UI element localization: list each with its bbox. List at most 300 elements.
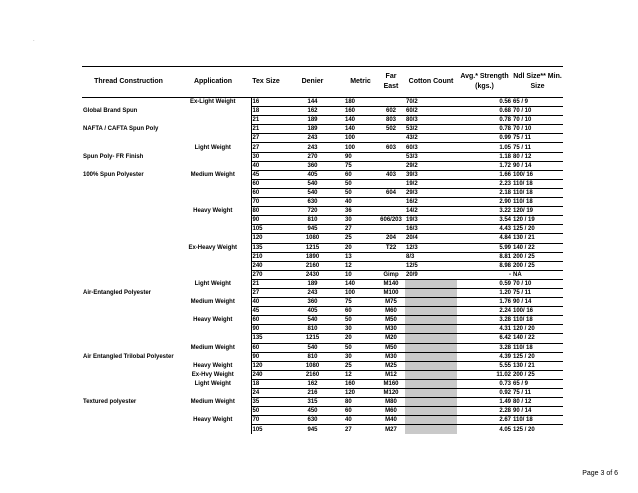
cotton-count-cell <box>405 370 457 379</box>
application-cell <box>175 270 251 279</box>
avg-strength-cell: 3.54 <box>457 216 512 225</box>
needle-size-cell: 90 / 14 <box>512 298 563 307</box>
avg-strength-cell: 0.78 <box>457 125 512 134</box>
avg-strength-cell: 2.90 <box>457 198 512 207</box>
denier-cell: 1080 <box>281 361 344 370</box>
application-cell: Ex-Hvy Weight <box>191 371 234 378</box>
tex-size-cell: 240 <box>251 370 281 379</box>
cotton-count-cell <box>405 279 457 288</box>
denier-cell: 144 <box>307 99 318 106</box>
table-row <box>82 261 563 270</box>
far-east-cell: M30 <box>377 352 405 361</box>
table-row <box>82 361 563 370</box>
table-row <box>82 152 563 161</box>
metric-cell: 60 <box>344 307 377 316</box>
needle-size-cell: 130 / 21 <box>512 234 563 243</box>
construction-cell <box>82 389 175 398</box>
construction-cell <box>82 252 175 261</box>
avg-strength-cell: 8.98 <box>457 261 512 270</box>
cotton-count-cell <box>405 352 457 361</box>
avg-strength-cell: 0.59 <box>457 279 512 288</box>
cotton-count-cell: 53/2 <box>405 125 457 134</box>
needle-size-cell: 100/ 16 <box>512 170 563 179</box>
metric-cell: 50 <box>344 316 377 325</box>
needle-size-cell: 140 / 22 <box>512 334 563 343</box>
cotton-count-cell: 16/2 <box>405 198 457 207</box>
far-east-cell: M140 <box>377 279 405 288</box>
denier-cell: 630 <box>281 416 344 425</box>
construction-cell <box>82 134 175 143</box>
application-cell <box>175 352 251 361</box>
avg-strength-cell: 3.28 <box>457 316 512 325</box>
cotton-count-cell: 80/3 <box>405 116 457 125</box>
far-east-cell <box>377 225 405 234</box>
far-east-cell: M100 <box>377 288 405 297</box>
tex-size-cell: 18 <box>251 379 281 388</box>
avg-strength-cell: 2.28 <box>457 407 512 416</box>
denier-cell: 189 <box>281 125 344 134</box>
needle-size-cell: 125 / 20 <box>512 425 563 434</box>
cotton-count-cell <box>405 343 457 352</box>
construction-cell <box>82 279 175 288</box>
far-east-cell <box>377 252 405 261</box>
construction-cell: Spun Poly- FR Finish <box>83 153 144 160</box>
construction-cell: Air Entangled Trilobal Polyester <box>83 353 174 360</box>
needle-size-cell: 90 / 14 <box>512 407 563 416</box>
denier-cell: 243 <box>281 143 344 152</box>
far-east-cell: M40 <box>377 416 405 425</box>
far-east-cell: 602 <box>377 107 405 116</box>
denier-cell: 810 <box>281 325 344 334</box>
metric-cell: 30 <box>344 216 377 225</box>
avg-strength-cell: 2.18 <box>457 188 512 197</box>
tex-size-cell: 18 <box>251 107 281 116</box>
avg-strength-cell: 4.84 <box>457 234 512 243</box>
tex-size-cell: 24 <box>251 389 281 398</box>
cotton-count-cell <box>405 307 457 316</box>
tex-size-cell: 135 <box>251 334 281 343</box>
tex-size-cell: 60 <box>251 188 281 197</box>
avg-strength-cell: 2.67 <box>457 416 512 425</box>
table-row <box>82 316 563 325</box>
application-cell: Ex-Light Weight <box>189 99 236 106</box>
cotton-count-cell <box>405 407 457 416</box>
application-cell: Light Weight <box>194 144 231 151</box>
tex-size-cell: 120 <box>251 234 281 243</box>
denier-cell: 405 <box>281 170 344 179</box>
table-row <box>82 370 563 379</box>
construction-cell <box>82 298 175 307</box>
avg-strength-cell: 2.24 <box>457 307 512 316</box>
far-east-cell: M60 <box>377 307 405 316</box>
tex-size-cell: 70 <box>251 416 281 425</box>
far-east-cell: T22 <box>377 243 405 252</box>
table-row <box>82 116 563 125</box>
far-east-cell: 403 <box>377 170 405 179</box>
page-number: Page 3 of 6 <box>582 470 618 477</box>
header-construction: Thread Construction <box>82 67 175 98</box>
needle-size-cell: 120/ 19 <box>512 207 563 216</box>
tex-size-cell: 135 <box>251 243 281 252</box>
construction-cell <box>82 143 175 152</box>
cotton-count-cell <box>405 416 457 425</box>
construction-cell <box>82 416 175 425</box>
avg-strength-cell: 0.92 <box>457 389 512 398</box>
construction-cell <box>82 207 175 216</box>
metric-cell: 100 <box>344 143 377 152</box>
avg-strength-cell: 0.73 <box>457 379 512 388</box>
far-east-cell <box>377 207 405 216</box>
application-cell: Medium Weight <box>190 344 235 351</box>
needle-size-cell: 65 / 9 <box>512 379 563 388</box>
far-east-cell: 204 <box>377 234 405 243</box>
avg-strength-cell: 3.22 <box>457 207 512 216</box>
table-row <box>82 188 563 197</box>
metric-cell: 20 <box>344 243 377 252</box>
metric-cell: 160 <box>344 379 377 388</box>
metric-cell: 50 <box>344 188 377 197</box>
denier-cell: 189 <box>281 116 344 125</box>
needle-size-cell: 125 / 20 <box>512 352 563 361</box>
application-cell: Heavy Weight <box>193 208 233 215</box>
denier-cell: 810 <box>281 352 344 361</box>
denier-cell: 162 <box>281 379 344 388</box>
table-row <box>82 198 563 207</box>
construction-cell <box>82 216 175 225</box>
construction-cell: Textured polyester <box>83 399 137 406</box>
construction-cell <box>82 179 175 188</box>
far-east-cell: M80 <box>377 398 405 407</box>
application-cell: Heavy Weight <box>193 417 233 424</box>
avg-strength-cell: 8.81 <box>457 252 512 261</box>
needle-size-cell: 110/ 18 <box>512 198 563 207</box>
denier-cell: 216 <box>281 389 344 398</box>
header-needle-size: Ndl Size** Min. Size <box>512 67 563 98</box>
table-row <box>82 298 563 307</box>
application-cell <box>175 225 251 234</box>
construction-cell <box>82 234 175 243</box>
needle-size-cell: 100/ 16 <box>512 307 563 316</box>
application-cell <box>175 389 251 398</box>
application-cell <box>175 179 251 188</box>
denier-cell: 2160 <box>281 370 344 379</box>
table-row <box>82 334 563 343</box>
tex-size-cell: 70 <box>251 198 281 207</box>
table-row <box>82 288 563 297</box>
table-row <box>82 143 563 152</box>
construction-cell <box>82 370 175 379</box>
denier-cell: 810 <box>281 216 344 225</box>
table-row <box>82 134 563 143</box>
table-row <box>82 270 563 279</box>
avg-strength-cell: 1.72 <box>457 161 512 170</box>
needle-size-cell: 125 / 20 <box>512 225 563 234</box>
cotton-count-cell: 12/3 <box>405 243 457 252</box>
application-cell: Light Weight <box>194 280 231 287</box>
table-row <box>82 307 563 316</box>
cotton-count-cell: 60/3 <box>405 143 457 152</box>
needle-size-cell: 70 / 10 <box>512 107 563 116</box>
table-row <box>82 379 563 388</box>
far-east-cell: 606/203 <box>377 216 405 225</box>
far-east-cell: M20 <box>377 334 405 343</box>
tex-size-cell: 45 <box>251 170 281 179</box>
needle-size-cell: 90 / 14 <box>512 161 563 170</box>
far-east-cell <box>377 179 405 188</box>
far-east-cell: M25 <box>377 361 405 370</box>
tex-size-cell: 35 <box>251 398 281 407</box>
tex-size-cell: 60 <box>251 343 281 352</box>
cotton-count-cell <box>405 298 457 307</box>
far-east-cell: M30 <box>377 325 405 334</box>
metric-cell: 140 <box>344 279 377 288</box>
denier-cell: 243 <box>281 134 344 143</box>
needle-size-cell: 200 / 25 <box>512 252 563 261</box>
application-cell <box>175 152 251 161</box>
tex-size-cell: 120 <box>251 361 281 370</box>
needle-size-cell: 120 / 19 <box>512 216 563 225</box>
denier-cell: 540 <box>281 316 344 325</box>
avg-strength-cell: 4.05 <box>457 425 512 434</box>
application-cell <box>175 216 251 225</box>
avg-strength-cell: 1.49 <box>457 398 512 407</box>
cotton-count-cell: 53/3 <box>405 152 457 161</box>
tex-size-cell: 40 <box>251 161 281 170</box>
tex-size-cell: 90 <box>251 216 281 225</box>
needle-size-cell: 80 / 12 <box>512 152 563 161</box>
table-row <box>82 161 563 170</box>
construction-cell <box>82 343 175 352</box>
avg-strength-cell: 5.55 <box>457 361 512 370</box>
construction-cell <box>82 379 175 388</box>
cotton-count-cell: 43/2 <box>405 134 457 143</box>
metric-cell: 75 <box>344 298 377 307</box>
metric-cell: 60 <box>344 407 377 416</box>
application-cell: Heavy Weight <box>193 317 233 324</box>
needle-size-cell: 70 / 10 <box>512 116 563 125</box>
construction-cell <box>82 407 175 416</box>
metric-cell: 25 <box>344 234 377 243</box>
application-cell <box>175 425 251 434</box>
cotton-count-cell <box>405 361 457 370</box>
metric-cell: 27 <box>344 425 377 434</box>
construction-cell <box>82 243 175 252</box>
needle-size-cell: 110/ 18 <box>512 188 563 197</box>
avg-strength-cell: 1.76 <box>457 298 512 307</box>
avg-strength-cell: 3.28 <box>457 343 512 352</box>
tex-size-cell: 210 <box>251 252 281 261</box>
tex-size-cell: 27 <box>251 288 281 297</box>
corner-mark: . <box>33 37 35 43</box>
table-row <box>82 425 563 434</box>
cotton-count-cell: 20/9 <box>405 270 457 279</box>
cotton-count-cell <box>405 325 457 334</box>
far-east-cell: M160 <box>377 379 405 388</box>
application-cell <box>175 252 251 261</box>
application-cell <box>175 288 251 297</box>
needle-size-cell: 140 / 22 <box>512 243 563 252</box>
tex-size-cell: 45 <box>251 307 281 316</box>
application-cell: Ex-Heavy Weight <box>188 244 238 251</box>
metric-cell: 30 <box>344 352 377 361</box>
avg-strength-cell: 0.78 <box>457 116 512 125</box>
cotton-count-cell: 29/3 <box>405 188 457 197</box>
far-east-cell: M50 <box>377 316 405 325</box>
far-east-cell: M60 <box>377 407 405 416</box>
tex-size-cell: 21 <box>251 116 281 125</box>
table-row <box>82 325 563 334</box>
application-cell <box>175 107 251 116</box>
avg-strength-cell: 0.68 <box>457 107 512 116</box>
header-far-east: Far East <box>377 67 405 98</box>
table-header-row <box>82 67 563 98</box>
denier-cell: 360 <box>281 298 344 307</box>
metric-cell: 140 <box>344 125 377 134</box>
cotton-count-cell <box>405 425 457 434</box>
tex-size-cell: 240 <box>251 261 281 270</box>
table-row <box>82 225 563 234</box>
metric-cell: 100 <box>344 134 377 143</box>
table-row <box>82 107 563 116</box>
header-denier: Denier <box>281 67 344 98</box>
needle-size-cell: 130 / 21 <box>512 361 563 370</box>
far-east-cell: M75 <box>377 298 405 307</box>
needle-size-cell: 110/ 18 <box>512 416 563 425</box>
cotton-count-cell: 29/2 <box>405 161 457 170</box>
avg-strength-cell: 1.18 <box>457 152 512 161</box>
header-tex: Tex Size <box>251 67 281 98</box>
denier-cell: 162 <box>281 107 344 116</box>
far-east-cell <box>377 198 405 207</box>
denier-cell: 720 <box>281 207 344 216</box>
avg-strength-cell: 4.43 <box>457 225 512 234</box>
far-east-cell: M27 <box>377 425 405 434</box>
table-row <box>82 416 563 425</box>
metric-cell: 40 <box>344 416 377 425</box>
metric-cell: 160 <box>344 107 377 116</box>
tex-size-cell: 27 <box>251 134 281 143</box>
denier-cell: 243 <box>281 288 344 297</box>
avg-strength-cell: 5.99 <box>457 243 512 252</box>
denier-cell: 405 <box>281 307 344 316</box>
metric-cell: 13 <box>344 252 377 261</box>
metric-cell: 30 <box>344 325 377 334</box>
far-east-cell: 502 <box>377 125 405 134</box>
construction-cell <box>82 188 175 197</box>
table-row <box>82 234 563 243</box>
cotton-count-cell: 14/2 <box>405 207 457 216</box>
metric-cell: 120 <box>344 389 377 398</box>
table-row <box>82 170 563 179</box>
denier-cell: 450 <box>281 407 344 416</box>
construction-cell <box>82 116 175 125</box>
construction-cell: Global Brand Spun <box>83 108 138 115</box>
construction-cell <box>82 261 175 270</box>
tex-size-cell: 270 <box>251 270 281 279</box>
cotton-count-cell <box>405 379 457 388</box>
denier-cell: 945 <box>281 425 344 434</box>
thread-spec-table <box>82 66 563 434</box>
far-east-cell <box>377 161 405 170</box>
table-row <box>82 343 563 352</box>
cotton-count-cell: 8/3 <box>405 252 457 261</box>
far-east-cell: Gimp <box>377 270 405 279</box>
needle-size-cell: 80 / 12 <box>512 398 563 407</box>
table-row <box>82 389 563 398</box>
avg-strength-cell: 0.56 <box>499 99 511 106</box>
needle-size-cell: 200 / 25 <box>512 370 563 379</box>
denier-cell: 360 <box>281 161 344 170</box>
denier-cell: 630 <box>281 198 344 207</box>
metric-cell: 180 <box>345 99 356 106</box>
denier-cell: 2430 <box>281 270 344 279</box>
denier-cell: 315 <box>281 398 344 407</box>
denier-cell: 189 <box>281 279 344 288</box>
metric-cell: 75 <box>344 161 377 170</box>
denier-cell: 270 <box>281 152 344 161</box>
table-row <box>82 179 563 188</box>
avg-strength-cell: 1.05 <box>457 143 512 152</box>
construction-cell <box>82 270 175 279</box>
avg-strength-cell: 4.31 <box>457 325 512 334</box>
metric-cell: 100 <box>344 288 377 297</box>
metric-cell: 50 <box>344 179 377 188</box>
application-cell: Medium Weight <box>190 399 235 406</box>
construction-cell <box>82 361 175 370</box>
construction-cell <box>82 307 175 316</box>
construction-cell <box>82 98 175 107</box>
application-cell <box>175 234 251 243</box>
table-row <box>82 98 563 107</box>
metric-cell: 80 <box>344 398 377 407</box>
far-east-cell <box>377 134 405 143</box>
needle-size-cell: 70 / 10 <box>512 279 563 288</box>
needle-size-cell: NA <box>512 270 563 279</box>
construction-cell: 100% Spun Polyester <box>83 171 144 178</box>
avg-strength-cell: 6.42 <box>457 334 512 343</box>
far-east-cell: 803 <box>377 116 405 125</box>
metric-cell: 36 <box>344 207 377 216</box>
denier-cell: 1080 <box>281 234 344 243</box>
cotton-count-cell: 19/2 <box>405 179 457 188</box>
application-cell: Medium Weight <box>190 299 235 306</box>
metric-cell: 140 <box>344 116 377 125</box>
avg-strength-cell: - <box>457 270 512 279</box>
construction-cell: NAFTA / CAFTA Spun Poly <box>83 126 159 133</box>
tex-size-cell: 90 <box>251 325 281 334</box>
far-east-cell <box>377 261 405 270</box>
metric-cell: 12 <box>344 370 377 379</box>
application-cell <box>175 198 251 207</box>
denier-cell: 1890 <box>281 252 344 261</box>
cotton-count-cell: 16/3 <box>405 225 457 234</box>
tex-size-cell: 21 <box>251 125 281 134</box>
needle-size-cell: 70 / 10 <box>512 125 563 134</box>
tex-size-cell: 21 <box>251 279 281 288</box>
denier-cell: 945 <box>281 225 344 234</box>
application-cell: Heavy Weight <box>193 362 233 369</box>
table-row <box>82 216 563 225</box>
denier-cell: 540 <box>281 343 344 352</box>
metric-cell: 12 <box>344 261 377 270</box>
table-row <box>82 207 563 216</box>
metric-cell: 25 <box>344 361 377 370</box>
needle-size-cell: 65 / 9 <box>513 99 529 106</box>
avg-strength-cell: 4.39 <box>457 352 512 361</box>
header-application: Application <box>175 67 251 98</box>
needle-size-cell: 75 / 11 <box>512 389 563 398</box>
application-cell <box>175 334 251 343</box>
